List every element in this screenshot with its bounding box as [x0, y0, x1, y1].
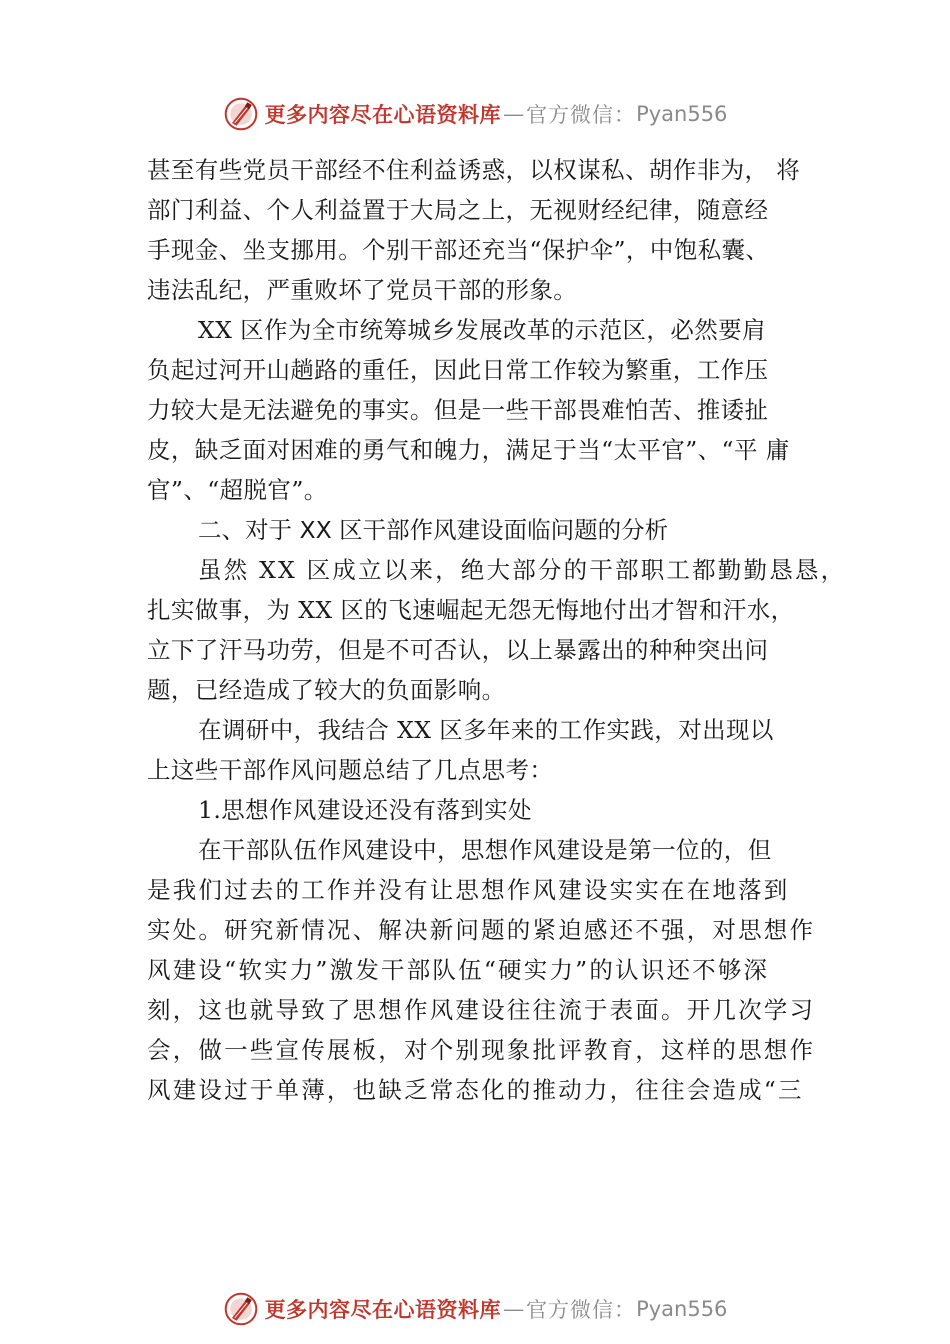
wechat-id: Pyan556: [636, 1297, 728, 1321]
text-line: 在调研中，我结合 XX 区多年来的工作实践，对出现以: [198, 716, 774, 744]
text-line: 会，做一些宣传展板，对个别现象批评教育，这样的思想作: [147, 1036, 816, 1064]
header-banner: [0, 94, 950, 134]
pen-nib-logo-icon: [223, 1291, 259, 1327]
banner-separator: —: [503, 102, 525, 126]
subheading: 1.思想作风建设还没有落到实处: [198, 796, 532, 824]
text-line: 负起过河开山趟路的重任，因此日常工作较为繁重，工作压: [147, 356, 769, 384]
text-line: XX 区作为全市统筹城乡发展改革的示范区，必然要肩: [198, 316, 766, 344]
text-line: 实处。研究新情况、解决新问题的紧迫感还不强，对思想作: [147, 916, 816, 944]
text-line: 风建设“软实力”激发干部队伍“硬实力”的认识还不够深: [147, 956, 770, 984]
text-line: 部门利益、个人利益置于大局之上，无视财经纪律，随意经: [147, 196, 769, 224]
paragraph: [147, 550, 847, 710]
text-line: 官”、“超脱官”。: [147, 476, 328, 504]
document-body: [147, 150, 847, 1110]
footer-banner: [0, 1289, 950, 1329]
text-line: 是我们过去的工作并没有让思想作风建设实实在在地落到: [147, 876, 790, 904]
text-line: 上这些干部作风问题总结了几点思考：: [147, 756, 554, 784]
paragraph: [147, 830, 823, 1110]
paragraph: [147, 310, 823, 510]
text-line: 扎实做事，为 XX 区的飞速崛起无怨无悔地付出才智和汗水，: [147, 596, 795, 624]
pen-nib-logo-icon: [223, 96, 259, 132]
brand-text: 更多内容尽在心语资料库: [264, 1297, 502, 1322]
text-line: 风建设过于单薄，也缺乏常态化的推动力，往往会造成“三: [147, 1076, 804, 1104]
text-line: 刻，这也就导致了思想作风建设往往流于表面。开几次学习: [147, 996, 816, 1024]
official-wechat-label: 官方微信：: [526, 103, 637, 127]
text-line: 手现金、坐支挪用。个别干部还充当“保护伞”，中饱私囊、: [147, 236, 770, 264]
text-line: 力较大是无法避免的事实。但是一些干部畏难怕苦、推诿扯: [147, 396, 769, 424]
text-line: 违法乱纪，严重败坏了党员干部的形象。: [147, 276, 578, 304]
text-line: 立下了汗马功劳，但是不可否认，以上暴露出的种种突出问: [147, 636, 769, 664]
text-line: 甚至有些党员干部经不住利益诱惑，以权谋私、胡作非为， 将: [147, 156, 801, 184]
text-line: 题，已经造成了较大的负面影响。: [147, 676, 506, 704]
text-line: 皮，缺乏面对困难的勇气和魄力，满足于当“太平官”、“平 庸: [147, 436, 790, 464]
wechat-id: Pyan556: [636, 102, 728, 126]
brand-text: 更多内容尽在心语资料库: [264, 102, 502, 127]
section-heading: 二、对于 XX 区干部作风建设面临问题的分析: [198, 516, 669, 544]
text-line: 在干部队伍作风建设中，思想作风建设是第一位的，但: [198, 836, 772, 864]
text-line: 虽然 XX 区成立以来，绝大部分的干部职工都勤勤恳恳，: [198, 556, 847, 584]
banner-separator: —: [503, 1297, 525, 1321]
paragraph: [147, 150, 823, 310]
paragraph: [147, 710, 823, 790]
official-wechat-label: 官方微信：: [526, 1298, 637, 1322]
